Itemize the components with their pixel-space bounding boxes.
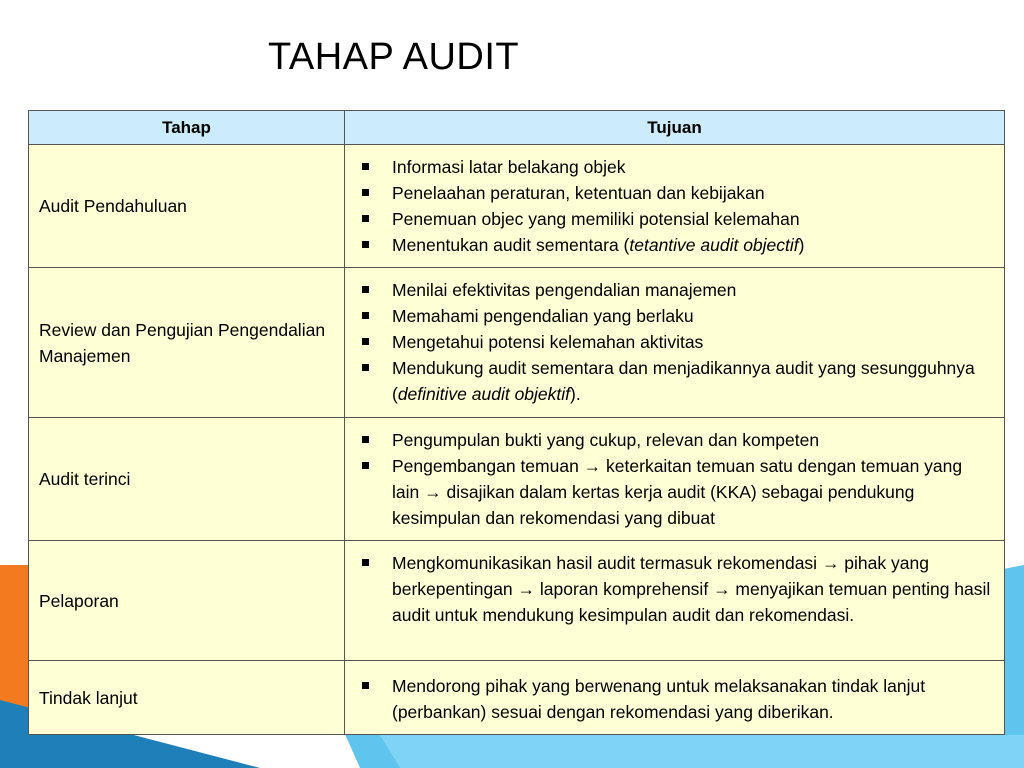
square-bullet-icon <box>362 338 369 345</box>
item-text: pihak yang berkepentingan <box>392 553 929 599</box>
purpose-list <box>355 427 994 531</box>
table-row <box>29 268 1005 418</box>
list-item <box>355 453 994 531</box>
arrow-right-icon: → <box>713 579 731 599</box>
list-item <box>355 355 994 407</box>
list-item <box>355 154 994 180</box>
list-item <box>355 329 994 355</box>
item-text: Mendorong pihak yang berwenang untuk melaksanakan tindak lanjut (perbankan) sesuai dengan rekomendasi yang diberikan. <box>392 676 926 722</box>
list-item <box>355 550 994 628</box>
table-row <box>29 145 1005 268</box>
item-text: ) <box>798 235 805 255</box>
purpose-list <box>355 550 994 628</box>
italic-term: definitive audit objektif <box>397 384 571 404</box>
stage-cell: Audit terinci <box>29 418 345 541</box>
square-bullet-icon <box>362 286 369 293</box>
stage-cell: Pelaporan <box>29 541 345 661</box>
purpose-cell <box>345 268 1005 418</box>
slide-title: TAHAP AUDIT <box>268 36 520 78</box>
arrow-right-icon: → <box>424 482 442 502</box>
item-text: Penemuan objec yang memiliki potensial kelemahan <box>392 209 800 229</box>
audit-stages-table <box>28 110 1005 735</box>
item-text: Menentukan audit sementara ( <box>392 235 630 255</box>
item-text: keterkaitan temuan satu dengan temuan yang lain <box>392 456 963 502</box>
stage-cell: Audit Pendahuluan <box>29 145 345 268</box>
list-item <box>355 206 994 232</box>
list-item <box>355 232 994 258</box>
item-text: laporan komprehensif <box>535 579 714 599</box>
item-text: Menilai efektivitas pengendalian manajemen <box>392 280 737 300</box>
square-bullet-icon <box>362 163 369 170</box>
arrow-right-icon: → <box>821 553 840 573</box>
item-text: Mengetahui potensi kelemahan aktivitas <box>392 332 704 352</box>
square-bullet-icon <box>362 436 369 443</box>
italic-term: tetantive audit objectif <box>629 235 799 255</box>
square-bullet-icon <box>362 312 369 319</box>
list-item <box>355 673 994 725</box>
item-text: Penelaahan peraturan, ketentuan dan kebijakan <box>392 183 765 203</box>
purpose-cell <box>345 661 1005 735</box>
purpose-cell <box>345 145 1005 268</box>
item-text: Pengembangan temuan <box>392 456 584 476</box>
item-text: Mendukung audit sementara dan menjadikannya audit yang sesungguhnya ( <box>392 358 975 404</box>
column-header-tujuan: Tujuan <box>345 111 1005 145</box>
purpose-cell <box>345 418 1005 541</box>
table-header-row <box>29 111 1005 145</box>
item-text: Memahami pengendalian yang berlaku <box>392 306 694 326</box>
arrow-right-icon: → <box>583 456 602 476</box>
table-row <box>29 541 1005 661</box>
purpose-list <box>355 277 994 407</box>
column-header-tahap: Tahap <box>29 111 345 145</box>
square-bullet-icon <box>362 682 369 689</box>
square-bullet-icon <box>362 241 369 248</box>
item-text: Informasi latar belakang objek <box>392 157 626 177</box>
table-row <box>29 661 1005 735</box>
item-text: Pengumpulan bukti yang cukup, relevan dan kompeten <box>392 430 820 450</box>
purpose-list <box>355 154 994 258</box>
stage-cell: Review dan Pengujian Pengendalian Manajemen <box>29 268 345 418</box>
light-blue-band-bottom <box>380 735 1024 768</box>
square-bullet-icon <box>362 189 369 196</box>
purpose-cell <box>345 541 1005 661</box>
item-text: disajikan dalam kertas kerja audit (KKA) sebagai pendukung kesimpulan dan rekomendasi yang dibuat <box>392 482 915 528</box>
list-item <box>355 180 994 206</box>
square-bullet-icon <box>362 364 369 371</box>
item-text: Mengkomunikasikan hasil audit termasuk rekomendasi <box>392 553 822 573</box>
stage-cell: Tindak lanjut <box>29 661 345 735</box>
item-text: menyajikan temuan penting hasil audit untuk mendukung kesimpulan audit dan rekomendasi. <box>392 579 991 625</box>
purpose-list <box>355 673 994 725</box>
arrow-right-icon: → <box>517 579 536 599</box>
item-text: ). <box>570 384 581 404</box>
list-item <box>355 427 994 453</box>
list-item <box>355 303 994 329</box>
square-bullet-icon <box>362 462 369 469</box>
square-bullet-icon <box>362 559 369 566</box>
square-bullet-icon <box>362 215 369 222</box>
list-item <box>355 277 994 303</box>
table-row <box>29 418 1005 541</box>
